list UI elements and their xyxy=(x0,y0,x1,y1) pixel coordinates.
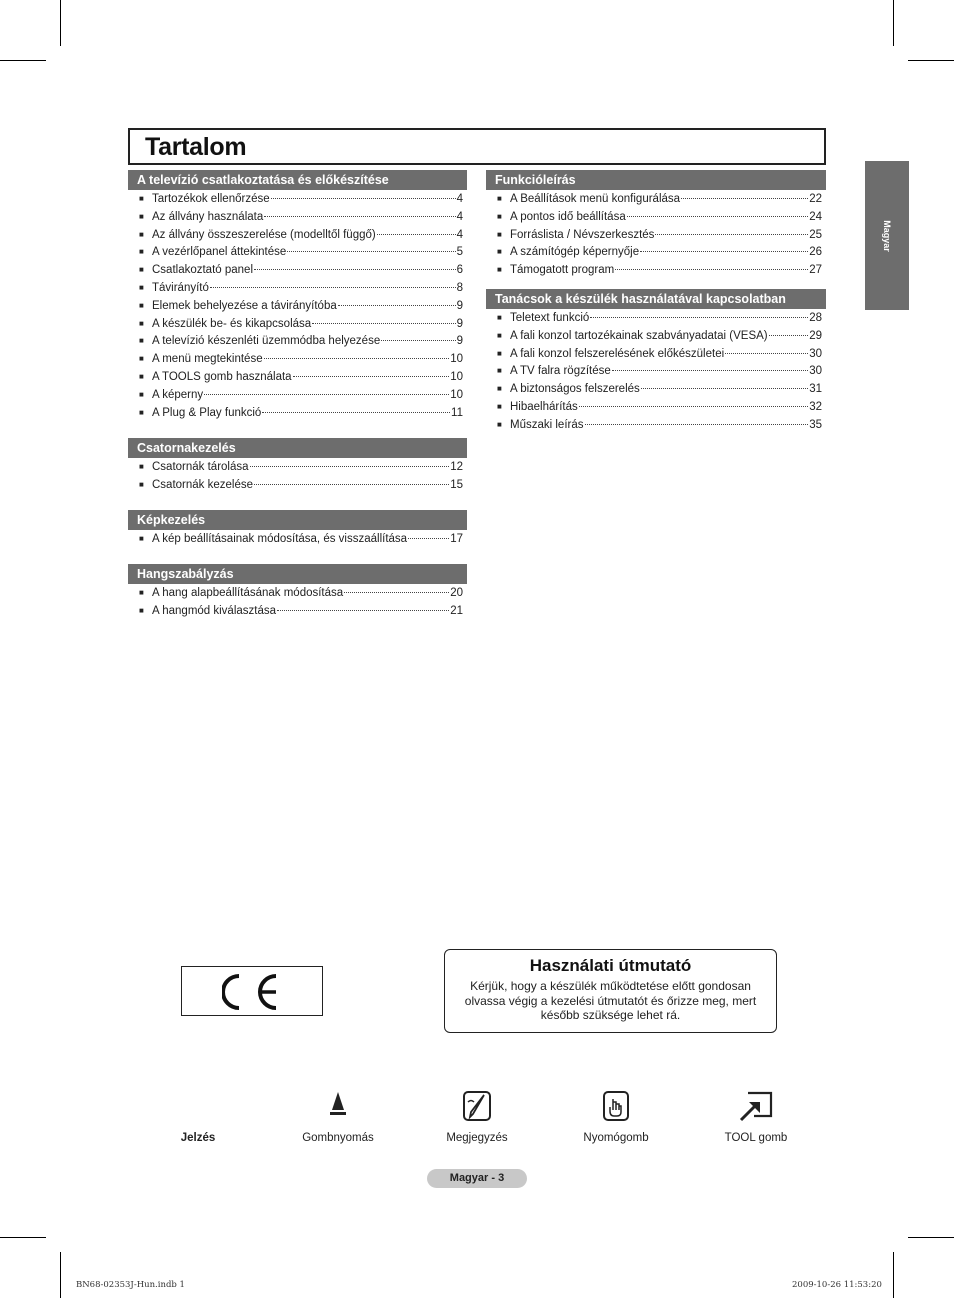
dot-leader xyxy=(344,592,449,593)
toc-item-title: A képerny xyxy=(152,388,204,401)
dot-leader xyxy=(338,305,456,306)
toc-item xyxy=(486,330,826,348)
toc-item-page: 10 xyxy=(450,353,463,366)
toc-item-title: A pontos idő beállítása xyxy=(510,210,626,223)
section-header: Funkcióleírás xyxy=(486,170,826,190)
bullet-icon: ■ xyxy=(497,401,502,411)
dot-leader xyxy=(612,370,808,371)
dot-leader xyxy=(277,610,449,611)
crop-mark xyxy=(893,0,894,46)
toc-item xyxy=(486,383,826,401)
bullet-icon: ■ xyxy=(139,389,144,399)
crop-mark xyxy=(893,1252,894,1298)
toc-list xyxy=(486,312,826,437)
bullet-icon: ■ xyxy=(497,313,502,322)
section-header: A televízió csatlakoztatása és előkészítése xyxy=(128,170,467,190)
toc-item-title: Tartozékok ellenőrzése xyxy=(152,193,270,205)
toc-item xyxy=(486,229,826,247)
bullet-icon: ■ xyxy=(497,229,502,239)
dot-leader xyxy=(271,198,456,199)
toc-item xyxy=(128,300,467,318)
dot-leader xyxy=(287,251,455,252)
toc-item-title: Csatlakoztató panel xyxy=(152,264,254,277)
toc-item-title: A vezérlőpanel áttekintése xyxy=(152,246,287,259)
toc-item-title: A kép beállításainak módosítása, és visszaállítása xyxy=(152,533,408,545)
toc-item-title: A biztonságos felszerelés xyxy=(510,383,640,396)
toc-item-title: Az állvány használata xyxy=(152,210,264,223)
dot-leader xyxy=(377,234,456,235)
toc-item-page: 31 xyxy=(809,383,822,396)
toc-item-page: 22 xyxy=(809,193,822,205)
toc-item-page: 35 xyxy=(809,418,822,431)
toc-item-page: 4 xyxy=(456,193,463,205)
toc-item-title: Támogatott program xyxy=(510,264,615,277)
user-manual-title: Használati útmutató xyxy=(529,956,692,975)
toc-item xyxy=(486,401,826,419)
user-manual-box xyxy=(444,949,777,1033)
dot-leader xyxy=(204,394,449,395)
bullet-icon: ■ xyxy=(139,247,144,257)
crop-mark xyxy=(0,1237,46,1238)
toc-list xyxy=(486,193,826,282)
bullet-icon: ■ xyxy=(139,300,144,310)
toc-item-page: 21 xyxy=(450,604,463,617)
user-manual-text: Kérjük, hogy a készülék működtetése előtt gondosan olvassa végig a kezelési útmutatót és őrizze meg, mert később szüksége lehet rá. xyxy=(464,979,757,1022)
toc-item xyxy=(128,533,467,551)
tool-button-icon xyxy=(738,1089,774,1128)
symbol-label-tool: TOOL gomb xyxy=(724,1132,788,1144)
bullet-icon: ■ xyxy=(497,419,502,429)
section-header: Tanácsok a készülék használatával kapcsolatban xyxy=(486,289,826,309)
toc-item xyxy=(128,407,467,425)
toc-item xyxy=(128,282,467,300)
toc-item-title: Teletext funkció xyxy=(510,312,590,324)
toc-item xyxy=(128,479,467,497)
toc-item-title: Műszaki leírás xyxy=(510,418,584,431)
press-button-icon xyxy=(328,1090,348,1123)
toc-item-title: A készülék be- és kikapcsolása xyxy=(152,317,312,330)
toc-section-sound xyxy=(128,564,467,623)
toc-item xyxy=(128,193,467,211)
toc-section-picture xyxy=(128,510,467,551)
toc-list xyxy=(128,533,467,551)
dot-leader xyxy=(681,198,808,199)
bullet-icon: ■ xyxy=(139,336,144,346)
toc-item xyxy=(486,365,826,383)
toc-item-title: A Beállítások menü konfigurálása xyxy=(510,193,681,205)
dot-leader xyxy=(264,216,455,217)
dot-leader xyxy=(725,353,808,354)
toc-item-page: 9 xyxy=(456,317,463,330)
dot-leader xyxy=(293,376,450,377)
toc-item-title: A TV falra rögzítése xyxy=(510,365,611,378)
toc-item-page: 27 xyxy=(809,264,822,277)
toc-item-title: Csatornák kezelése xyxy=(152,478,253,491)
bullet-icon: ■ xyxy=(139,605,144,615)
bullet-icon: ■ xyxy=(139,229,144,239)
toc-item-page: 24 xyxy=(809,210,822,223)
toc-item-page: 30 xyxy=(809,365,822,378)
dot-leader xyxy=(254,484,449,485)
toc-item-title: Távirányító xyxy=(152,281,209,294)
symbol-label-note: Megjegyzés xyxy=(446,1132,508,1144)
toc-item-page: 11 xyxy=(451,406,463,419)
bullet-icon: ■ xyxy=(139,282,144,292)
dot-leader xyxy=(655,234,808,235)
footer-filename: BN68-02353J-Hun.indb 1 xyxy=(76,1280,185,1290)
toc-section-channels xyxy=(128,438,467,497)
section-header: Csatornakezelés xyxy=(128,438,467,458)
bullet-icon: ■ xyxy=(139,371,144,381)
bullet-icon: ■ xyxy=(139,211,144,221)
toc-item-page: 17 xyxy=(450,533,463,545)
symbols-legend: Jelzés xyxy=(180,1132,216,1144)
toc-item-page: 9 xyxy=(456,335,463,348)
symbol-label-press: Gombnyomás xyxy=(302,1132,374,1144)
dot-leader xyxy=(590,317,808,318)
toc-list xyxy=(128,587,467,623)
toc-item xyxy=(128,229,467,247)
toc-item-page: 5 xyxy=(456,246,463,259)
dot-leader xyxy=(769,335,809,336)
toc-item xyxy=(486,264,826,282)
toc-item-page: 26 xyxy=(809,246,822,259)
bullet-icon: ■ xyxy=(497,194,502,203)
bullet-icon: ■ xyxy=(497,211,502,221)
page-title: Tartalom xyxy=(145,133,247,161)
title-box xyxy=(128,128,826,165)
dot-leader xyxy=(615,269,808,270)
toc-item xyxy=(486,419,826,437)
bullet-icon: ■ xyxy=(139,479,144,489)
crop-mark xyxy=(60,0,61,46)
dot-leader xyxy=(641,388,808,389)
dot-leader xyxy=(254,269,456,270)
toc-item-title: Csatornák tárolása xyxy=(152,461,249,473)
toc-item-page: 8 xyxy=(456,281,463,294)
toc-list xyxy=(128,461,467,497)
bullet-icon: ■ xyxy=(497,348,502,358)
toc-item xyxy=(128,461,467,479)
bullet-icon: ■ xyxy=(139,462,144,471)
crop-mark xyxy=(908,60,954,61)
crop-mark xyxy=(60,1252,61,1298)
symbol-label-one-touch: Nyomógomb xyxy=(583,1132,649,1144)
toc-item xyxy=(486,246,826,264)
dot-leader xyxy=(579,406,808,407)
dot-leader xyxy=(262,412,450,413)
footer-timestamp: 2009-10-26 11:53:20 xyxy=(792,1280,882,1290)
toc-item xyxy=(486,193,826,211)
bullet-icon: ■ xyxy=(497,366,502,376)
side-tab-label: Magyar xyxy=(882,219,892,252)
bullet-icon: ■ xyxy=(139,194,144,203)
toc-item xyxy=(128,389,467,407)
note-icon xyxy=(462,1090,492,1127)
toc-item-title: A TOOLS gomb használata xyxy=(152,370,292,383)
toc-item-title: Az állvány összeszerelése (modelltől függő) xyxy=(152,228,376,241)
bullet-icon: ■ xyxy=(497,384,502,394)
dot-leader xyxy=(640,251,808,252)
toc-item xyxy=(128,264,467,282)
toc-item-page: 10 xyxy=(450,388,463,401)
ce-mark-icon xyxy=(222,973,282,1011)
language-side-tab xyxy=(865,161,909,310)
dot-leader xyxy=(585,424,809,425)
toc-item-page: 20 xyxy=(450,587,463,599)
toc-item-title: A Plug & Play funkció xyxy=(152,406,262,419)
toc-item xyxy=(128,335,467,353)
toc-item-page: 29 xyxy=(809,329,822,342)
toc-item xyxy=(128,318,467,336)
toc-item xyxy=(128,605,467,623)
toc-section-functions xyxy=(486,170,826,282)
toc-section-tips xyxy=(486,289,826,437)
toc-item-page: 12 xyxy=(450,461,463,473)
toc-item-title: A hangmód kiválasztása xyxy=(152,604,277,617)
toc-item-page: 9 xyxy=(456,299,463,312)
toc-item-title: Hibaelhárítás xyxy=(510,400,578,413)
dot-leader xyxy=(210,287,456,288)
bullet-icon: ■ xyxy=(497,330,502,340)
bullet-icon: ■ xyxy=(139,265,144,275)
section-header: Képkezelés xyxy=(128,510,467,530)
page-number: Magyar - 3 xyxy=(427,1169,527,1188)
dot-leader xyxy=(312,323,455,324)
dot-leader xyxy=(381,340,455,341)
toc-item-title: A fali konzol felszerelésének előkészületei xyxy=(510,347,725,360)
toc-item-title: A számítógép képernyője xyxy=(510,246,640,259)
bullet-icon: ■ xyxy=(139,407,144,417)
toc-item-page: 25 xyxy=(809,228,822,241)
bullet-icon: ■ xyxy=(139,588,144,597)
toc-item-title: A televízió készenléti üzemmódba helyezése xyxy=(152,335,381,348)
toc-item-title: A menü megtekintése xyxy=(152,353,263,366)
toc-item-title: Elemek behelyezése a távirányítóba xyxy=(152,299,337,312)
one-touch-button-icon xyxy=(602,1090,630,1127)
bullet-icon: ■ xyxy=(139,354,144,364)
toc-item-page: 6 xyxy=(456,264,463,277)
toc-item-title: A fali konzol tartozékainak szabványadatai (VESA) xyxy=(510,329,768,342)
bullet-icon: ■ xyxy=(139,318,144,328)
ce-mark-box xyxy=(181,966,323,1016)
toc-item xyxy=(128,371,467,389)
toc-item xyxy=(128,353,467,371)
crop-mark xyxy=(0,60,46,61)
toc-item-page: 28 xyxy=(809,312,822,324)
dot-leader xyxy=(264,358,450,359)
toc-item-page: 10 xyxy=(450,370,463,383)
dot-leader xyxy=(250,466,450,467)
bullet-icon: ■ xyxy=(497,265,502,275)
bullet-icon: ■ xyxy=(139,534,144,543)
toc-item-page: 30 xyxy=(809,347,822,360)
dot-leader xyxy=(408,538,449,539)
toc-section-connection xyxy=(128,170,467,424)
toc-item-page: 32 xyxy=(809,400,822,413)
toc-item xyxy=(128,211,467,229)
toc-item-page: 4 xyxy=(456,210,463,223)
toc-item xyxy=(486,211,826,229)
toc-list xyxy=(128,193,467,424)
toc-item xyxy=(486,312,826,330)
bullet-icon: ■ xyxy=(497,247,502,257)
toc-item-title: Forráslista / Névszerkesztés xyxy=(510,228,655,241)
toc-item xyxy=(128,587,467,605)
section-header: Hangszabályzás xyxy=(128,564,467,584)
toc-item-page: 15 xyxy=(450,478,463,491)
crop-mark xyxy=(908,1237,954,1238)
toc-item xyxy=(128,246,467,264)
toc-item-page: 4 xyxy=(456,228,463,241)
toc-item-title: A hang alapbeállításának módosítása xyxy=(152,587,344,599)
dot-leader xyxy=(627,216,808,217)
toc-item xyxy=(486,348,826,366)
